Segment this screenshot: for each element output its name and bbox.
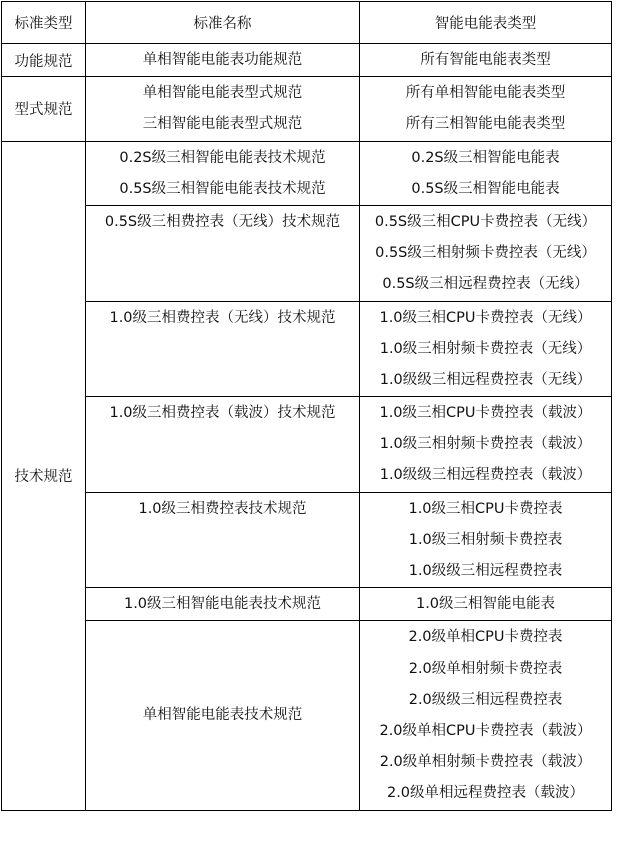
meter-type-cell: [360, 588, 612, 621]
standard-name: 1.0级三相费控表（载波）技术规范: [109, 405, 336, 422]
standard-name: 单相智能电能表技术规范: [142, 707, 303, 724]
meter-type: 2.0级单相CPU卡费控表（载波）: [379, 722, 592, 739]
meter-type: 0.5S级三相射频卡费控表（无线）: [375, 245, 596, 262]
header-meter-type: 智能电能表类型: [360, 2, 612, 44]
table-row: [2, 492, 612, 588]
standard-name: 三相智能电能表型式规范: [142, 116, 303, 133]
meter-type: 所有单相智能电能表类型: [405, 85, 566, 102]
standard-name: 0.2S级三相智能电能表技术规范: [119, 149, 326, 166]
table-row: [2, 301, 612, 397]
standard-name-cell: [86, 141, 360, 205]
meter-type-cell: [360, 301, 612, 397]
table-row: [2, 397, 612, 493]
meter-type: 0.2S级三相智能电能表: [411, 149, 560, 166]
table-body: [2, 44, 612, 811]
standard-name: 1.0级三相费控表（无线）技术规范: [109, 309, 336, 326]
meter-type-cell: [360, 44, 612, 77]
meter-type: 2.0级单相CPU卡费控表: [408, 629, 563, 646]
header-row: [2, 2, 612, 44]
table-row: [2, 77, 612, 141]
meter-type-cell: [360, 621, 612, 810]
standard-name: 单相智能电能表型式规范: [142, 85, 303, 102]
meter-type: 1.0级三相智能电能表: [415, 596, 556, 613]
standard-name: 1.0级三相智能电能表技术规范: [123, 596, 322, 613]
standard-name-cell: [86, 77, 360, 141]
standard-name-cell: [86, 492, 360, 588]
meter-type: 0.5S级三相远程费控表（无线）: [382, 276, 589, 293]
meter-type: 1.0级级三相远程费控表: [408, 563, 563, 579]
table-row: [2, 141, 612, 205]
meter-type: 0.5S级三相CPU卡费控表（无线）: [374, 213, 597, 230]
standard-name-cell: [86, 205, 360, 301]
standard-type-cell: 型式规范: [2, 77, 86, 141]
meter-type: 1.0级三相射频卡费控表（载波）: [379, 436, 592, 453]
standard-name-cell: [86, 588, 360, 621]
header-standard-name: 标准名称: [86, 2, 360, 44]
standard-name: 0.5S级三相智能电能表技术规范: [119, 180, 326, 197]
meter-type-cell: [360, 141, 612, 205]
standard-name: 1.0级三相费控表技术规范: [138, 500, 307, 517]
meter-type: 1.0级级三相远程费控表（无线）: [379, 371, 592, 388]
meter-type-cell: [360, 205, 612, 301]
standard-type-cell: 技术规范: [2, 141, 86, 810]
meter-type: 2.0级级三相远程费控表: [408, 691, 563, 708]
meter-type-cell: [360, 77, 612, 141]
meter-type: 0.5S级三相智能电能表: [411, 180, 560, 197]
meter-type: 1.0级级三相远程费控表（载波）: [379, 467, 592, 484]
standard-name: 0.5S级三相费控表（无线）技术规范: [104, 213, 341, 230]
meter-type: 所有三相智能电能表类型: [405, 116, 566, 133]
meter-type: 1.0级三相射频卡费控表（无线）: [379, 340, 592, 357]
meter-type: 1.0级三相射频卡费控表: [408, 531, 563, 548]
table-row: [2, 205, 612, 301]
table-row: [2, 588, 612, 621]
standard-name-cell: [86, 44, 360, 77]
standards-table: [1, 1, 612, 811]
meter-type: 1.0级三相CPU卡费控表（无线）: [379, 309, 592, 326]
standard-name: 单相智能电能表功能规范: [142, 52, 303, 68]
standard-name-cell: [86, 621, 360, 810]
standard-type-cell: 功能规范: [2, 44, 86, 77]
meter-type: 2.0级单相射频卡费控表（载波）: [379, 754, 592, 771]
table-row: [2, 44, 612, 77]
meter-type: 所有智能电能表类型: [420, 52, 551, 68]
header-standard-type: 标准类型: [2, 2, 86, 44]
meter-type: 2.0级单相射频卡费控表: [408, 660, 563, 677]
standard-name-cell: [86, 301, 360, 397]
meter-type: 1.0级三相CPU卡费控表: [408, 500, 563, 517]
meter-type: 2.0级单相远程费控表（载波）: [386, 785, 585, 802]
meter-type: 1.0级三相CPU卡费控表（载波）: [379, 405, 592, 422]
meter-type-cell: [360, 397, 612, 493]
standard-name-cell: [86, 397, 360, 493]
table-row: [2, 621, 612, 810]
meter-type-cell: [360, 492, 612, 588]
